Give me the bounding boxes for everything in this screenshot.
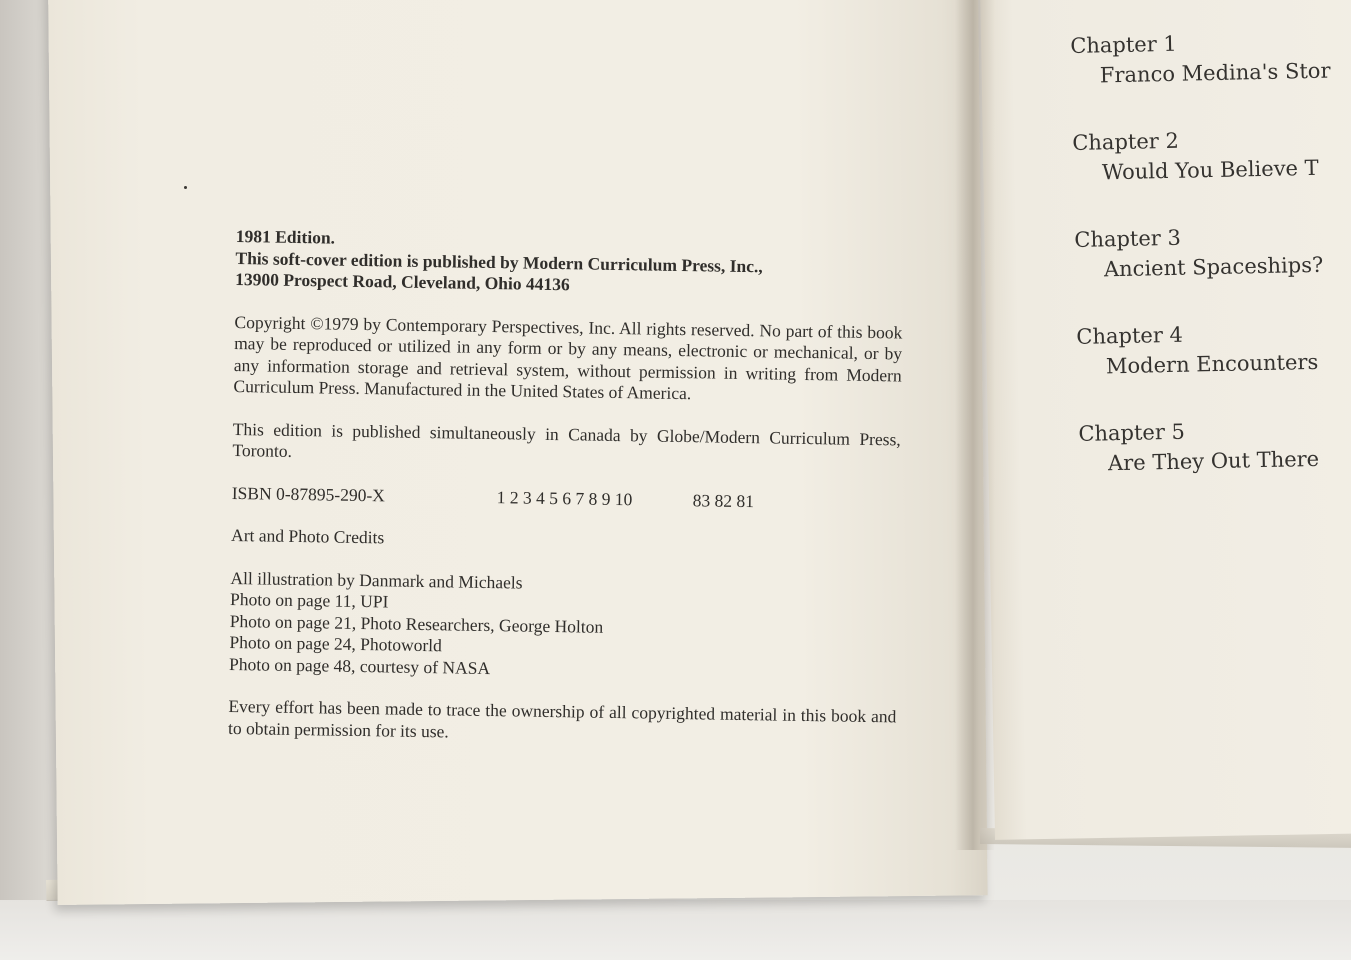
credit-item: All illustration by Danmark and Michaels	[230, 567, 523, 593]
toc-chapter-label: Chapter 4	[1076, 322, 1184, 349]
credit-item: Photo on page 11, UPI	[229, 588, 389, 612]
copyright-notice: Copyright ©1979 by Contemporary Perspectives, Inc. All rights reserved. No part of this book may be reproduced or utilized in any form or by any means, electronic or mechanical, or by any information storage and retrieval system, without permission in writing from Modern Curriculum Press. Manufactured in the United States of America.	[233, 311, 903, 404]
toc-chapter-title: Franco Medina's Stor	[1099, 58, 1331, 88]
toc-chapter-label: Chapter 5	[1078, 419, 1186, 446]
credits-list	[229, 567, 911, 685]
edition-block	[235, 226, 916, 301]
address-line: 13900 Prospect Road, Cleveland, Ohio 44136	[235, 268, 570, 295]
printing-line: 1 2 3 4 5 6 7 8 9 10	[496, 486, 633, 509]
toc-entry	[1072, 123, 1351, 226]
printing-years: 83 82 81	[692, 489, 755, 511]
copyright-page-text	[228, 226, 916, 750]
credit-item: Photo on page 21, Photo Researchers, George Holton	[229, 610, 604, 637]
toc-chapter-label: Chapter 2	[1072, 128, 1180, 155]
credit-item: Photo on page 24, Photoworld	[229, 631, 443, 656]
credits-heading: Art and Photo Credits	[230, 524, 385, 548]
toc-entry	[1074, 220, 1351, 323]
permissions-notice: Every effort has been made to trace the ownership of all copyrighted material in this book and to obtain permission for its use.	[227, 695, 897, 741]
toc-entry	[1078, 414, 1351, 517]
table-of-contents	[1070, 26, 1351, 517]
table-surface-bottom	[0, 900, 1351, 960]
toc-chapter-title: Would You Believe T	[1101, 155, 1319, 185]
isbn-number: ISBN 0-87895-290-X	[231, 482, 386, 505]
edition-line: 1981 Edition.	[235, 226, 336, 248]
toc-chapter-label: Chapter 1	[1070, 31, 1178, 58]
book-gutter	[955, 0, 995, 850]
isbn-row	[232, 482, 912, 514]
toc-chapter-label: Chapter 3	[1074, 225, 1182, 252]
print-speck	[184, 186, 187, 189]
credit-item: Photo on page 48, courtesy of NASA	[228, 653, 491, 678]
toc-entry	[1070, 26, 1351, 129]
toc-chapter-title: Modern Encounters	[1105, 349, 1319, 379]
publisher-line: This soft-cover edition is published by Modern Curriculum Press, Inc.,	[235, 247, 763, 276]
toc-entry	[1076, 317, 1351, 420]
toc-chapter-title: Are They Out There	[1107, 446, 1320, 476]
canada-notice: This edition is published simultaneously in Canada by Globe/Modern Curriculum Press, Toronto.	[232, 418, 901, 461]
toc-chapter-title: Ancient Spaceships?	[1103, 252, 1324, 282]
